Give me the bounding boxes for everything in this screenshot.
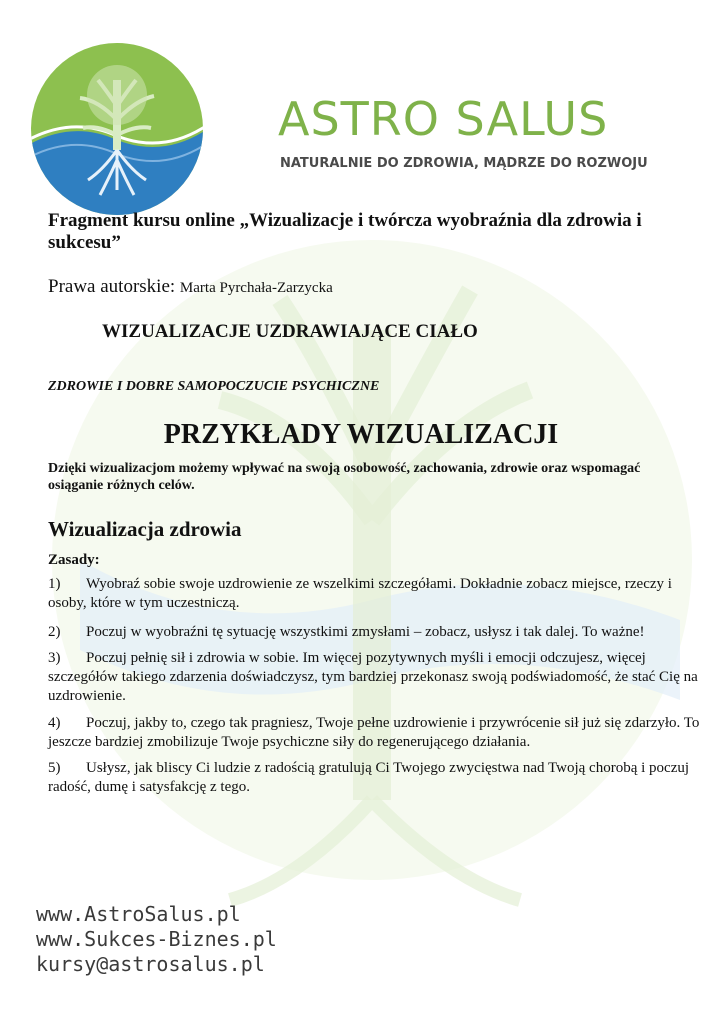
footer-email[interactable]: kursy@astrosalus.pl (36, 952, 265, 976)
rule-text: Usłysz, jak bliscy Ci ludzie z radością gratulują Ci Twojego zwycięstwa nad Twoją chorobą i poczuj radość, dumę i satysfakcję z tego. (48, 760, 690, 795)
rule-text: Poczuj w wyobraźni tę sytuację wszystkimi zmysłami – zobacz, usłysz i tak dalej. To ważne! (86, 624, 645, 640)
course-title: Fragment kursu online „Wizualizacje i twórcza wyobraźnia dla zdrowia i sukcesu” (48, 210, 642, 253)
section-title: Wizualizacja zdrowia (48, 517, 242, 541)
rule-item (48, 759, 708, 797)
rule-item (48, 575, 708, 613)
footer-link-astrosalus[interactable]: www.AstroSalus.pl (36, 902, 241, 926)
big-heading: PRZYKŁADY WIZUALIZACJI (163, 419, 559, 450)
rule-item (48, 623, 708, 642)
rule-text: Poczuj, jakby to, czego tak pragniesz, Twoje pełne uzdrowienie i przywrócenie sił już się zdarzyło. To jeszcze bardziej zmobilizuje Twoje psychiczne siły do regenerującego działania. (48, 715, 700, 750)
intro-paragraph: Dzięki wizualizacjom możemy wpływać na swoją osobowość, zachowania, zdrowie oraz wspomagać osiąganie różnych celów. (48, 461, 641, 493)
footer-contacts (36, 902, 277, 977)
copyright-author: Marta Pyrchała-Zarzycka (179, 280, 333, 296)
rule-item (48, 649, 708, 706)
footer-link-sukces-biznes[interactable]: www.Sukces-Biznes.pl (36, 927, 277, 951)
rule-number: 5) (48, 760, 61, 776)
rule-number: 4) (48, 715, 61, 731)
tree-in-circle-icon (28, 40, 206, 218)
rule-number: 2) (48, 624, 61, 640)
copyright-label: Prawa autorskie: (48, 276, 176, 297)
brand-tagline: NATURALNIE DO ZDROWIA, MĄDRZE DO ROZWOJU (280, 156, 648, 171)
rules-label: Zasady: (48, 552, 100, 568)
rule-number: 3) (48, 650, 61, 666)
rule-number: 1) (48, 576, 61, 592)
copyright-line (48, 276, 333, 298)
rule-item (48, 714, 708, 752)
rule-text: Poczuj pełnię sił i zdrowia w sobie. Im więcej pozytywnych myśli i emocji odczujesz, więcej szczegółów takiego zdarzenia doświadczysz, tym bardziej przekonasz swoją podświadomość, że stać Cię na uzdrowienie. (48, 650, 698, 704)
subheading: ZDROWIE I DOBRE SAMOPOCZUCIE PSYCHICZNE (48, 379, 380, 394)
brand-title: ASTRO SALUS (278, 92, 609, 146)
main-heading: WIZUALIZACJE UZDRAWIAJĄCE CIAŁO (102, 321, 478, 342)
rule-text: Wyobraź sobie swoje uzdrowienie ze wszelkimi szczegółami. Dokładnie zobacz miejsce, rzeczy i osoby, które w tym uczestniczą. (48, 576, 672, 611)
